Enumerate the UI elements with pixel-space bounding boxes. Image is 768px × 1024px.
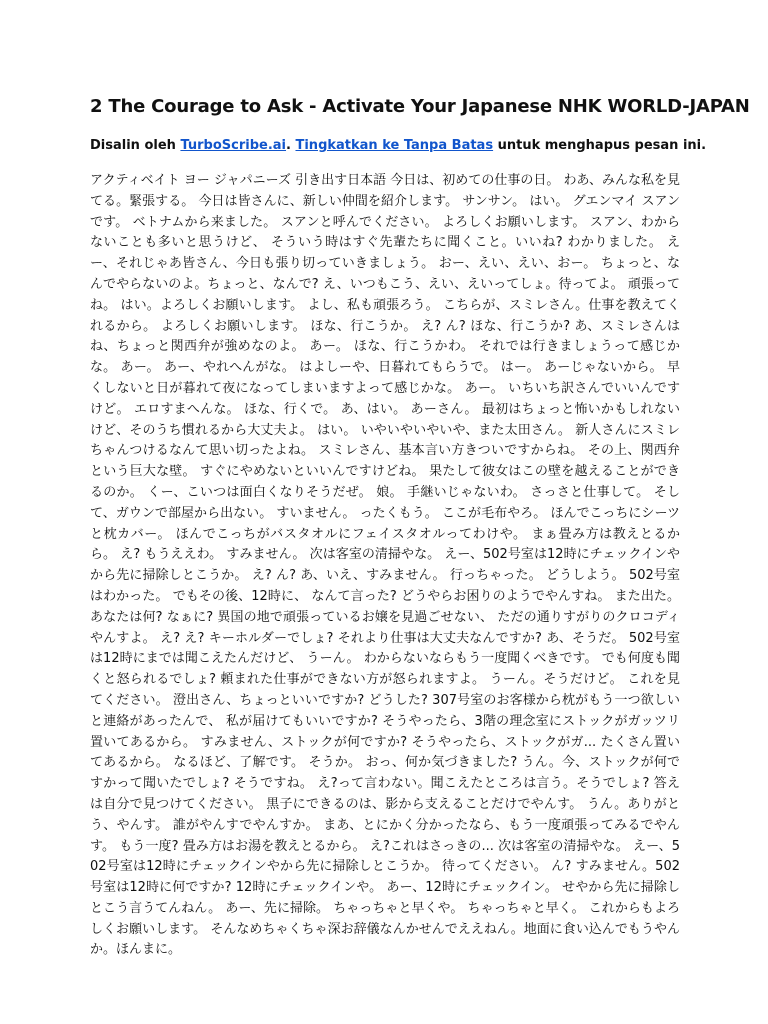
notice-suffix: untuk menghapus pesan ini. bbox=[493, 138, 707, 153]
transcription-notice bbox=[90, 137, 707, 155]
transcript-body: アクティベイト ヨー ジャパニーズ 引き出す日本語 今日は、初めての仕事の日。 わあ、みんな私を見てる。緊張する。 今日は皆さんに、新しい仲間を紹介します。 サンサン。 はい。 グエンマイ スアンです。 ベトナムから来ました。 スアンと呼んでください。 よろしくお願いします。 スアン、わからないことも多いと思うけど、 そういう時はすぐ先輩たちに聞くこと。いいね? わかりました。 えー、それじゃあ皆さん、今日も張り切っていきましょう。 おー、えい、えい、おー。 ちょっと、なんでやらないのよ。ちょっと、なんで? え、いつもこう、えい、えいってしょ。待ってよ。 頑張ってね。 はい。よろしくお願いします。 よし、私も頑張ろう。 こちらが、スミレさん。仕事を教えてくれるから。 よろしくお願いします。 ほな、行こうか。 え? ん? ほな、行こうか? あ、スミレさんはね、ちょっと関西弁が強めなのよ。 あー。 ほな、行こうかわ。 それでは行きましょうって感じかな。 あー。 あー、やれへんがな。 はよしーや、日暮れてもらうで。 はー。 あーじゃないから。 早くしないと日が暮れて夜になってしまいますよって感じかな。 あー。 いちいち訳さんでいいんですけど。 エロすまへんな。 ほな、行くで。 あ、はい。 あーさん。 最初はちょっと怖いかもしれないけど、そのうち慣れるから大丈夫よ。 はい。 いやいやいやいや、また太田さん。 新人さんにスミレちゃんつけるなんて思い切ったよね。 スミレさん、基本言い方きついですからね。 その上、関西弁という巨大な壁。 すぐにやめないといいんですけどね。 果たして彼女はこの壁を越えることができるのか。 くー、こいつは面白くなりそうだぜ。 娘。 手継いじゃないわ。 さっさと仕事して。 そして、ガウンで部屋から出ない。 すいません。 ったくもう。 ここが毛布やろ。 ほんでこっちにシーツと枕カバー。 ほんでこっちがバスタオルにフェイスタオルってわけや。 まぁ畳み方は教えとるから。 え? もうええわ。 すみません。 次は客室の清掃やな。 えー、502号室は12時にチェックインやから先に掃除しとこうか。 え? ん? あ、いえ、すみません。 行っちゃった。 どうしよう。 502号室はわかった。 でもその後、12時に、 なんて言った? どうやらお困りのようでやんすね。 また出た。 あなたは何? なぁに? 異国の地で頑張っているお嬢を見過ごせない、 ただの通りすがりのクロコディやんすよ。 え? え? キーホルダーでしょ? それより仕事は大丈夫なんですか? あ、そうだ。 502号室は12時にまでは聞こえたんだけど、 うーん。 わからないならもう一度聞くべきです。 でも何度も聞くと怒られるでしょ? 頼まれた仕事ができない方が怒られますよ。 うーん。そうだけど。 これを見てください。 澄出さん、ちょっといいですか? どうした? 307号室のお客様から枕がもう一つ欲しいと連絡があったんで、 私が届けてもいいですか? そうやったら、3階の理念室にストックがガッツリ置いてあるから。 すみません、ストックが何ですか? そうやったら、ストックがガ... たくさん置いてあるから。 なるほど、了解です。 そうか。 おっ、何か気づきました? うん。今、ストックが何ですかって聞いたでしょ? そうですね。 え?って言わない。聞こえたところは言う。そうでしょ? 答えは自分で見つけてください。 黒子にできるのは、影から支えることだけでやんす。 うん。ありがとう、やんす。 誰がやんすでやんすか。 まあ、とにかく分かったなら、もう一度頑張ってみるでやんす。 もう一度? 畳み方はお湯を教えとるから。 え?これはさっきの... 次は客室の清掃やな。 えー、502号室は12時にチェックインやから先に掃除しとこうか。 待ってください。 ん? すみません。502号室は12時に何ですか? 12時にチェックインや。 あー、12時にチェックイン。 せやから先に掃除しとこう言うてんねん。 あー、先に掃除。 ちゃっちゃと早くや。 ちゃっちゃと早く。 これからもよろしくお願いします。 そんなめちゃくちゃ深お辞儀なんかせんでええねん。地面に食い込んでもうやんか。ほんまに。 bbox=[90, 173, 680, 958]
notice-separator: . bbox=[286, 138, 296, 153]
notice-prefix: Disalin oleh bbox=[90, 138, 181, 153]
document-title: 2 The Courage to Ask - Activate Your Japanese NHK WORLD-JAPAN bbox=[90, 96, 750, 117]
upgrade-unlimited-link[interactable]: Tingkatkan ke Tanpa Batas bbox=[295, 138, 494, 153]
turboscribe-link[interactable]: TurboScribe.ai bbox=[180, 138, 287, 153]
